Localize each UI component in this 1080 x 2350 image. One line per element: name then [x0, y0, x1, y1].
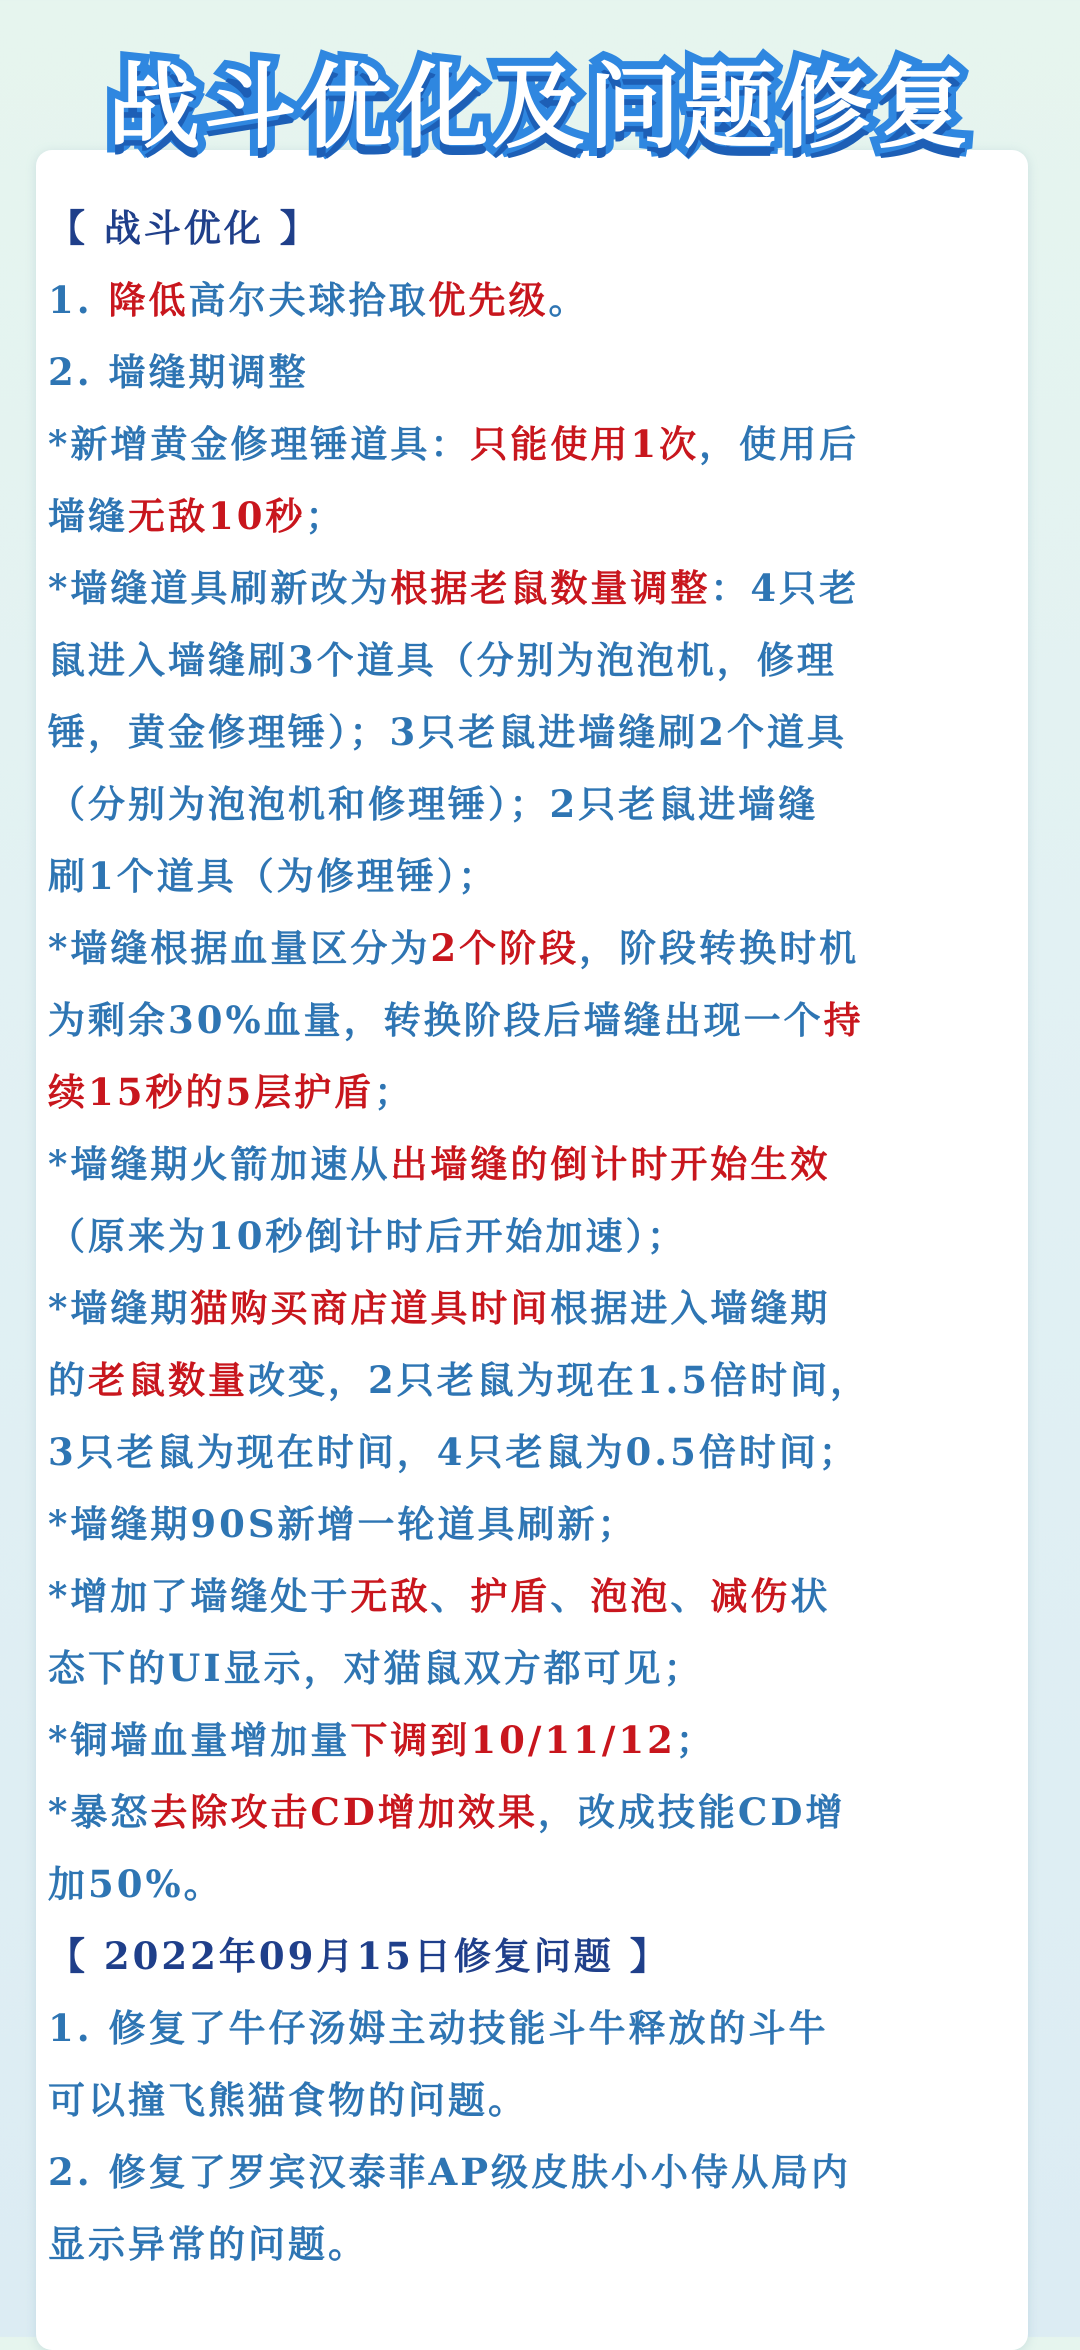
text-line — [48, 336, 1034, 408]
text-line — [48, 408, 1034, 480]
body-text: （原来为10秒倒计时后开始加速）； — [48, 1214, 687, 1258]
text-line — [48, 1632, 1034, 1704]
body-text: 2. 墙缝期调整 — [48, 350, 309, 394]
body-text: *暴怒 — [48, 1790, 151, 1834]
highlight-text: 只能使用1次 — [470, 422, 700, 466]
highlight-text: 护盾 — [470, 1574, 551, 1618]
body-text: 3只老鼠为现在时间，4只老鼠为0.5倍时间； — [48, 1430, 859, 1474]
text-line — [48, 1776, 1034, 1848]
text-line — [48, 1704, 1034, 1776]
body-text: 改变，2只老鼠为现在1.5倍时间， — [248, 1358, 871, 1402]
body-text: ； — [305, 494, 346, 538]
body-text: *铜墙血量增加量 — [48, 1718, 351, 1762]
text-line — [48, 1272, 1034, 1344]
body-text: 状 — [790, 1574, 831, 1618]
body-text: 2. 修复了罗宾汉泰菲AP级皮肤小小侍从局内 — [48, 2150, 852, 2194]
text-line — [48, 1416, 1034, 1488]
body-text: 1. — [48, 278, 109, 322]
highlight-text: 出墙缝的倒计时开始生效 — [390, 1142, 831, 1186]
body-text: ； — [675, 1718, 716, 1762]
highlight-text: 持 — [823, 998, 864, 1042]
text-line — [48, 2064, 1034, 2136]
body-text: *墙缝根据血量区分为 — [48, 926, 431, 970]
body-text: ：4只老 — [710, 566, 860, 610]
announcement-body — [48, 192, 1034, 2280]
highlight-text: 降低 — [108, 278, 189, 322]
body-text: 1. 修复了牛仔汤姆主动技能斗牛释放的斗牛 — [48, 2006, 829, 2050]
highlight-text: 无敌 — [350, 1574, 431, 1618]
text-line — [48, 696, 1034, 768]
text-line — [48, 1488, 1034, 1560]
highlight-text: 根据老鼠数量调整 — [390, 566, 711, 610]
section-header: 【 战斗优化 】 — [48, 206, 320, 250]
body-text: 的 — [48, 1358, 88, 1402]
text-line — [48, 912, 1034, 984]
text-line — [48, 1560, 1034, 1632]
text-line — [48, 624, 1034, 696]
highlight-text: 老鼠数量 — [88, 1358, 248, 1402]
text-line — [48, 264, 1034, 336]
body-text: 。 — [548, 278, 589, 322]
body-text: ，改成技能CD增 — [537, 1790, 846, 1834]
text-line — [48, 1848, 1034, 1920]
text-line — [48, 1344, 1034, 1416]
body-text: 加50%。 — [48, 1862, 224, 1906]
text-line — [48, 480, 1034, 552]
highlight-text: 续15秒的5层护盾 — [48, 1070, 375, 1114]
text-line — [48, 1992, 1034, 2064]
highlight-text: 去除攻击CD增加效果 — [150, 1790, 538, 1834]
body-text: *新增黄金修理锤道具： — [48, 422, 471, 466]
text-line — [48, 840, 1034, 912]
body-text: ，使用后 — [699, 422, 860, 466]
body-text: 、 — [670, 1574, 711, 1618]
body-text: *墙缝期 — [48, 1286, 191, 1330]
body-text: 刷1个道具（为修理锤）； — [48, 854, 499, 898]
page-title: 战斗优化及问题修复 — [107, 54, 972, 161]
body-text: 可以撞飞熊猫食物的问题。 — [48, 2078, 528, 2122]
text-line — [48, 984, 1034, 1056]
text-line — [48, 2136, 1034, 2208]
body-text: 、 — [430, 1574, 471, 1618]
body-text: *墙缝期90S新增一轮道具刷新； — [48, 1502, 638, 1546]
text-line — [48, 1128, 1034, 1200]
text-line — [48, 1200, 1034, 1272]
text-line — [48, 192, 1034, 264]
body-text: 高尔夫球拾取 — [188, 278, 429, 322]
body-text: 根据进入墙缝期 — [550, 1286, 831, 1330]
highlight-text: 2个阶段 — [430, 926, 580, 970]
body-text: 墙缝 — [48, 494, 128, 538]
highlight-text: 下调到10/11/12 — [350, 1718, 676, 1762]
body-text: 锤，黄金修理锤）；3只老鼠进墙缝刷2个道具 — [48, 710, 847, 754]
highlight-text: 减伤 — [710, 1574, 791, 1618]
body-text: ，阶段转换时机 — [579, 926, 860, 970]
text-line — [48, 1920, 1034, 1992]
body-text: ； — [374, 1070, 415, 1114]
text-line — [48, 768, 1034, 840]
body-text: 态下的UI显示，对猫鼠双方都可见； — [48, 1646, 704, 1690]
body-text: 、 — [550, 1574, 591, 1618]
body-text: *增加了墙缝处于 — [48, 1574, 351, 1618]
body-text: （分别为泡泡机和修理锤）；2只老鼠进墙缝 — [48, 782, 819, 826]
body-text: 鼠进入墙缝刷3个道具（分别为泡泡机，修理 — [48, 638, 837, 682]
body-text: 显示异常的问题。 — [48, 2222, 368, 2266]
body-text: 为剩余30%血量，转换阶段后墙缝出现一个 — [48, 998, 824, 1042]
highlight-text: 无敌10秒 — [128, 494, 306, 538]
highlight-text: 优先级 — [428, 278, 549, 322]
text-line — [48, 1056, 1034, 1128]
highlight-text: 猫购买商店道具时间 — [190, 1286, 551, 1330]
section-header: 【 2022年09月15日修复问题 】 — [48, 1934, 670, 1978]
body-text: *墙缝道具刷新改为 — [48, 566, 391, 610]
highlight-text: 泡泡 — [590, 1574, 671, 1618]
text-line — [48, 2208, 1034, 2280]
text-line — [48, 552, 1034, 624]
body-text: *墙缝期火箭加速从 — [48, 1142, 391, 1186]
